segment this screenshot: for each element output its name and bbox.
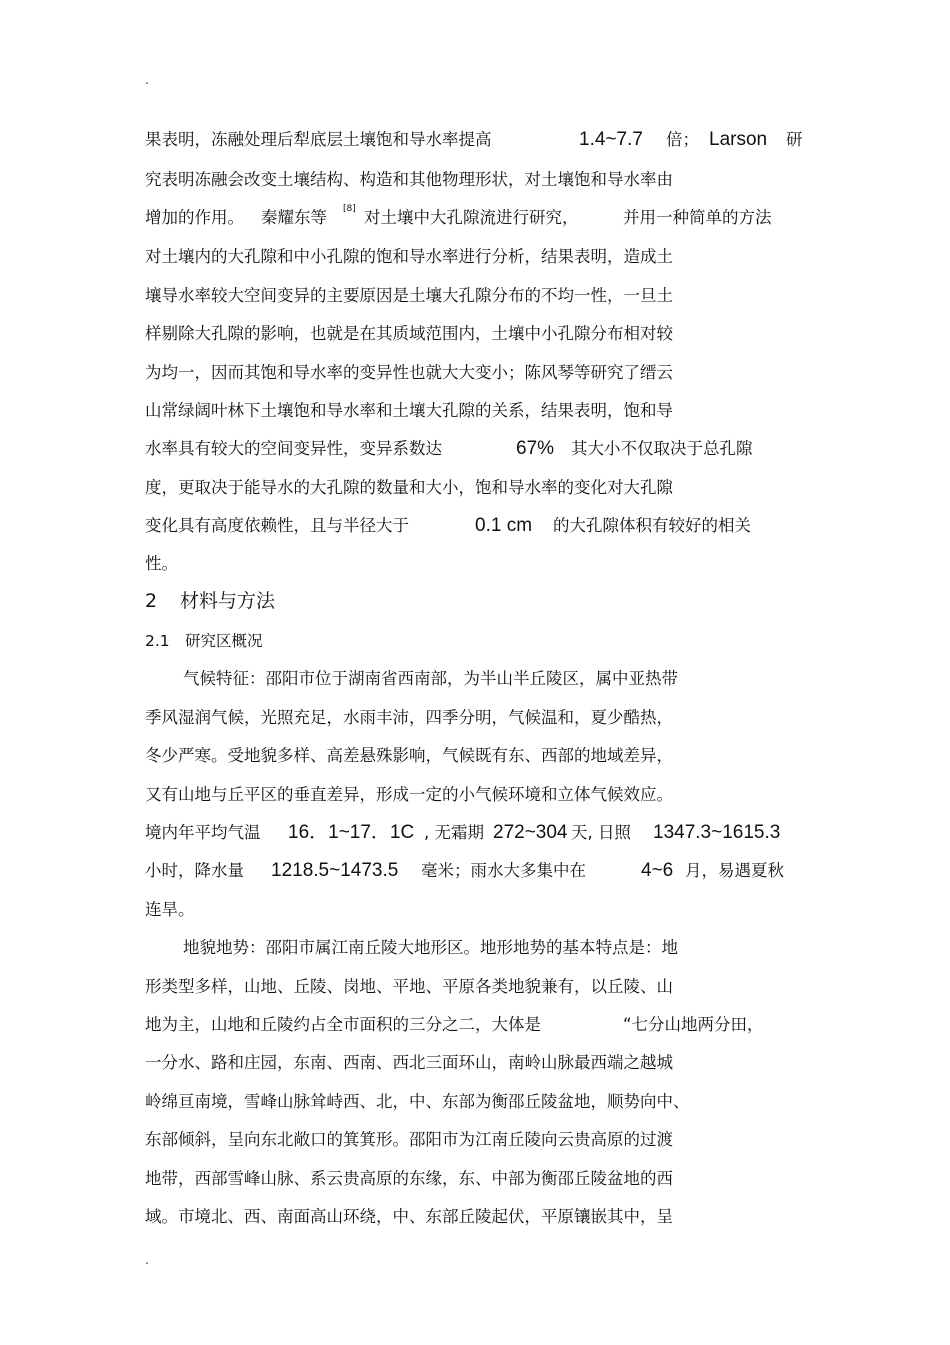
text-line: 样剔除大孔隙的影响，也就是在其质域范围内，土壤中小孔隙分布相对较 (145, 324, 673, 343)
number-value: 1347.3~1615.3 (653, 822, 781, 843)
text-segment: 并用一种简单的方法 (623, 208, 772, 227)
text-line: 又有山地与丘平区的垂直差异，形成一定的小气候环境和立体气候效应。 (145, 785, 673, 804)
text-line: 性。 (145, 554, 178, 573)
text-line: 地貌地势：邵阳市属江南丘陵大地形区。地形地势的基本特点是：地 (183, 938, 678, 957)
text-segment: 地为主，山地和丘陵约占全市面积的三分之二，大体是 (145, 1015, 541, 1034)
number-value: 1.4~7.7 (579, 129, 643, 150)
text-line: 域。市境北、西、南面高山环绕，中、东部丘陵起伏，平原镶嵌其中，呈 (145, 1207, 673, 1226)
text-segment: 秦耀东等 (261, 208, 327, 227)
text-line: 岭绵亘南境，雪峰山脉耸峙西、北，中、东部为衡邵丘陵盆地，顺势向中、 (145, 1092, 690, 1111)
text-segment: Larson (709, 129, 768, 150)
section-title: 材料与方法 (180, 590, 276, 612)
text-segment: 倍； (666, 130, 699, 149)
number-value: 4~6 (641, 860, 674, 881)
section-number: 2 (145, 590, 158, 612)
page-bottom-marker: . (145, 1253, 149, 1267)
text-segment: 变化具有高度依赖性，且与半径大于 (145, 516, 409, 535)
text-segment: 果表明，冻融处理后犁底层土壤饱和导水率提高 (145, 130, 492, 149)
text-line: 壤导水率较大空间变异的主要原因是土壤大孔隙分布的不均一性，一旦土 (145, 286, 673, 305)
number-value: 272~304 (493, 822, 568, 843)
citation-ref: [8] (343, 204, 356, 214)
text-segment: “七分山地两分田， (623, 1015, 764, 1034)
text-line: 对土壤内的大孔隙和中小孔隙的饱和导水率进行分析，结果表明，造成土 (145, 247, 673, 266)
text-segment: 研 (786, 130, 803, 149)
page-top-marker: . (145, 73, 149, 87)
number-value: 1218.5~1473.5 (271, 860, 399, 881)
text-line: 形类型多样，山地、丘陵、岗地、平地、平原各类地貌兼有，以丘陵、山 (145, 977, 673, 996)
text-line: 东部倾斜，呈向东北敞口的箕箕形。邵阳市为江南丘陵向云贵高原的过渡 (145, 1130, 673, 1149)
number-value: 16．1~17．1C (288, 822, 415, 843)
text-line: 冬少严寒。受地貌多样、高差悬殊影响，气候既有东、西部的地域差异， (145, 746, 673, 765)
number-value: 0.1 cm (475, 515, 533, 536)
text-line: 气候特征：邵阳市位于湖南省西南部，为半山半丘陵区，属中亚热带 (183, 669, 678, 688)
text-segment: 月，易遇夏秋 (685, 861, 784, 880)
text-segment: 对土壤中大孔隙流进行研究， (364, 208, 579, 227)
text-line: 为均一，因而其饱和导水率的变异性也就大大变小；陈风琴等研究了缙云 (145, 363, 673, 382)
text-segment: 小时，降水量 (145, 861, 244, 880)
text-line: 一分水、路和庄园，东南、西南、西北三面环山，南岭山脉最西端之越城 (145, 1053, 673, 1072)
text-segment: 水率具有较大的空间变异性，变异系数达 (145, 439, 442, 458)
text-line: 山常绿阔叶林下土壤饱和导水率和土壤大孔隙的关系，结果表明，饱和导 (145, 401, 673, 420)
text-segment: 天, 日照 (571, 823, 631, 842)
text-segment: 增加的作用。 (145, 208, 244, 227)
text-line: 度，更取决于能导水的大孔隙的数量和大小，饱和导水率的变化对大孔隙 (145, 478, 673, 497)
subsection-number: 2.1 (145, 632, 170, 650)
subsection-title: 研究区概况 (185, 632, 263, 650)
text-segment: 境内年平均气温 (145, 823, 261, 842)
text-segment: 其大小不仅取决于总孔隙 (571, 439, 753, 458)
text-line: 季风湿润气候，光照充足，水雨丰沛，四季分明，气候温和，夏少酷热， (145, 708, 673, 727)
text-line: 地带，西部雪峰山脉、系云贵高原的东缘，东、中部为衡邵丘陵盆地的西 (145, 1169, 673, 1188)
text-line: 连旱。 (145, 900, 195, 919)
text-segment: 的大孔隙体积有较好的相关 (553, 516, 751, 535)
text-segment: 毫米；雨水大多集中在 (421, 861, 586, 880)
text-line: 究表明冻融会改变土壤结构、构造和其他物理形状，对土壤饱和导水率由 (145, 170, 673, 189)
number-value: 67% (516, 438, 555, 459)
text-segment: , 无霜期 (424, 823, 484, 842)
